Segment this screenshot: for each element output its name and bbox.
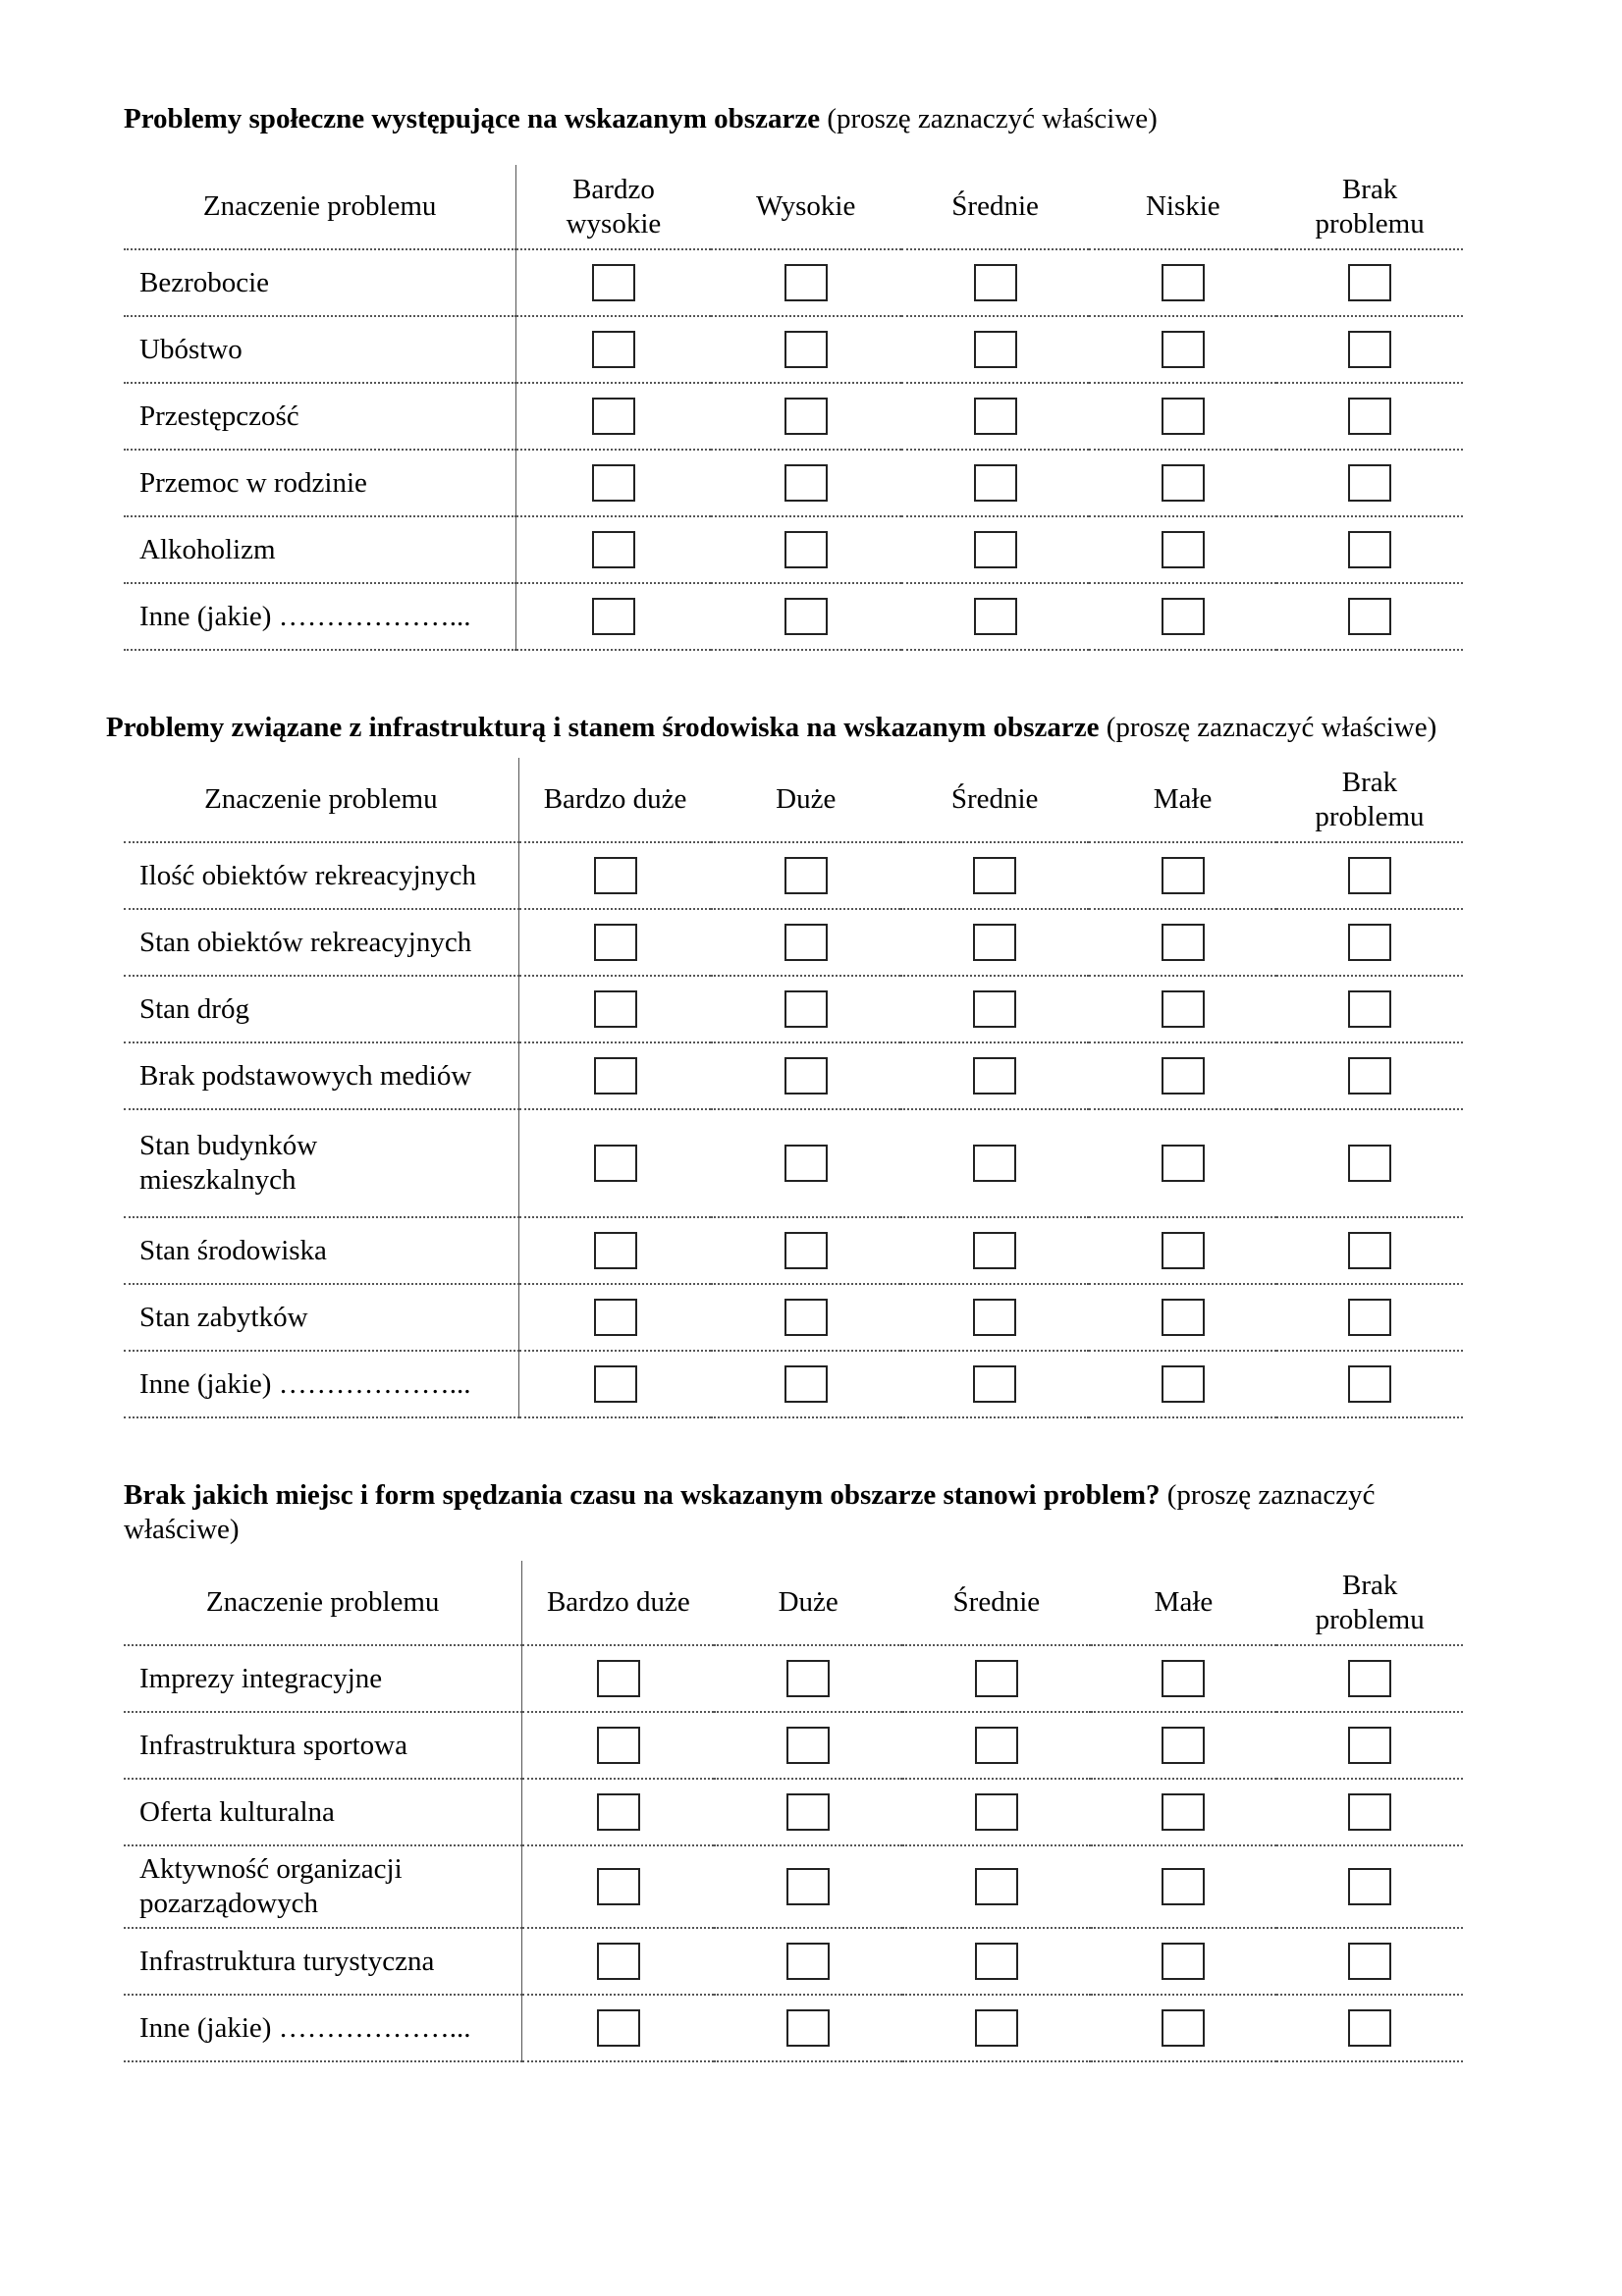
table-row [124,976,1463,1042]
header-label: Znaczenie problemu [124,165,516,249]
row-label: Brak podstawowych mediów [124,1042,518,1109]
checkbox[interactable] [1162,464,1205,502]
table-row [124,842,1463,909]
row-label: Inne (jakie) ………………... [124,1995,522,2061]
checkbox[interactable] [1348,1145,1391,1182]
checkbox[interactable] [597,1868,640,1905]
checkbox[interactable] [974,598,1017,635]
checkbox[interactable] [592,464,635,502]
checkbox[interactable] [1348,1793,1391,1831]
row-label: Inne (jakie) ………………... [124,583,516,650]
checkbox[interactable] [1348,331,1391,368]
rating-table [124,165,1463,651]
table-row [124,1845,1463,1928]
checkbox[interactable] [975,2009,1018,2047]
checkbox[interactable] [1162,857,1205,894]
table-row [124,1042,1463,1109]
checkbox[interactable] [974,264,1017,301]
header-col-1: Bardzo duże [522,1561,714,1645]
checkbox[interactable] [786,1868,830,1905]
checkbox[interactable] [1162,1145,1205,1182]
checkbox[interactable] [975,1727,1018,1764]
checkbox[interactable] [1348,531,1391,568]
checkbox[interactable] [975,1868,1018,1905]
checkbox[interactable] [1348,598,1391,635]
checkbox[interactable] [973,1057,1016,1095]
checkbox[interactable] [592,398,635,435]
row-label: Inne (jakie) ………………... [124,1351,518,1417]
checkbox[interactable] [594,1365,637,1403]
header-col-2: Wysokie [711,165,901,249]
checkbox[interactable] [594,990,637,1028]
checkbox[interactable] [784,531,828,568]
checkbox[interactable] [1348,398,1391,435]
checkbox[interactable] [1162,1660,1205,1697]
table-header-row [124,165,1463,249]
section-leisure-problems [124,1478,1463,2044]
checkbox[interactable] [1348,464,1391,502]
checkbox[interactable] [784,331,828,368]
checkbox[interactable] [973,990,1016,1028]
checkbox[interactable] [973,924,1016,961]
row-label: Przestępczość [124,383,516,450]
checkbox[interactable] [1162,1232,1205,1269]
table-row [124,1645,1463,1712]
table-header-row [124,1561,1463,1645]
table-row [124,516,1463,583]
checkbox[interactable] [784,464,828,502]
row-label: Imprezy integracyjne [124,1645,522,1712]
checkbox[interactable] [592,331,635,368]
checkbox[interactable] [1348,1868,1391,1905]
table-row [124,1928,1463,1995]
checkbox[interactable] [1162,1365,1205,1403]
header-label: Znaczenie problemu [124,1561,522,1645]
checkbox[interactable] [1348,1943,1391,1980]
checkbox[interactable] [1162,598,1205,635]
section-heading [124,1478,1463,1547]
checkbox[interactable] [973,1365,1016,1403]
checkbox[interactable] [1348,990,1391,1028]
checkbox[interactable] [784,990,828,1028]
checkbox[interactable] [1162,2009,1205,2047]
row-label: Przemoc w rodzinie [124,450,516,516]
checkbox[interactable] [594,1057,637,1095]
checkbox[interactable] [597,1727,640,1764]
row-label: Bezrobocie [124,249,516,316]
table-row [124,1217,1463,1284]
checkbox[interactable] [784,924,828,961]
header-col-3: Średnie [901,165,1090,249]
header-col-2: Duże [711,758,900,842]
checkbox[interactable] [1162,990,1205,1028]
table-row [124,316,1463,383]
checkbox[interactable] [594,924,637,961]
header-col-3: Średnie [900,758,1089,842]
checkbox[interactable] [1162,924,1205,961]
checkbox[interactable] [974,531,1017,568]
section-heading [124,102,1463,136]
checkbox[interactable] [973,1299,1016,1336]
checkbox[interactable] [1162,1057,1205,1095]
checkbox[interactable] [973,857,1016,894]
checkbox[interactable] [1348,2009,1391,2047]
checkbox[interactable] [1348,1057,1391,1095]
row-label: Stan dróg [124,976,518,1042]
checkbox[interactable] [1162,1868,1205,1905]
heading-bold: Problemy społeczne występujące na wskazanym obszarze [124,103,821,134]
checkbox[interactable] [975,1793,1018,1831]
checkbox[interactable] [784,1299,828,1336]
checkbox[interactable] [784,398,828,435]
checkbox[interactable] [594,1145,637,1182]
heading-bold: Brak jakich miejsc i form spędzania czasu na wskazanym obszarze stanowi problem? [124,1479,1161,1511]
checkbox[interactable] [1162,1793,1205,1831]
checkbox[interactable] [1162,1727,1205,1764]
section-heading [106,711,1471,745]
checkbox[interactable] [1162,398,1205,435]
row-label: Aktywność organizacji pozarządowych [124,1845,522,1928]
checkbox[interactable] [786,1793,830,1831]
rating-table [124,1561,1463,2062]
checkbox[interactable] [1162,331,1205,368]
header-col-5: Brak problemu [1276,1561,1463,1645]
checkbox[interactable] [597,2009,640,2047]
table-row [124,909,1463,976]
checkbox[interactable] [786,1660,830,1697]
checkbox[interactable] [1162,264,1205,301]
header-col-4: Niskie [1089,165,1276,249]
checkbox[interactable] [594,1232,637,1269]
table-row [124,1712,1463,1779]
header-col-2: Duże [714,1561,902,1645]
checkbox[interactable] [1162,1943,1205,1980]
checkbox[interactable] [784,857,828,894]
checkbox[interactable] [1348,264,1391,301]
checkbox[interactable] [784,264,828,301]
row-label: Alkoholizm [124,516,516,583]
row-label: Infrastruktura sportowa [124,1712,522,1779]
checkbox[interactable] [784,598,828,635]
row-label: Stan środowiska [124,1217,518,1284]
checkbox[interactable] [975,1660,1018,1697]
row-label: Ilość obiektów rekreacyjnych [124,842,518,909]
row-label: Stan obiektów rekreacyjnych [124,909,518,976]
header-col-1: Bardzo wysokie [516,165,711,249]
header-col-1: Bardzo duże [518,758,711,842]
section-social-problems [124,102,1463,632]
checkbox[interactable] [594,857,637,894]
heading-bold: Problemy związane z infrastrukturą i stanem środowiska na wskazanym obszarze [106,712,1100,743]
checkbox[interactable] [786,1943,830,1980]
table-row [124,383,1463,450]
table-row [124,1995,1463,2061]
checkbox[interactable] [592,531,635,568]
table-row [124,450,1463,516]
row-label: Oferta kulturalna [124,1779,522,1845]
checkbox[interactable] [974,464,1017,502]
header-col-3: Średnie [902,1561,1091,1645]
heading-note: (proszę zaznaczyć właściwe) [1106,712,1437,743]
checkbox[interactable] [1348,1660,1391,1697]
header-col-4: Małe [1089,758,1276,842]
table-row [124,1779,1463,1845]
checkbox[interactable] [974,398,1017,435]
row-label: Ubóstwo [124,316,516,383]
row-label: Stan zabytków [124,1284,518,1351]
header-col-4: Małe [1091,1561,1277,1645]
heading-note: (proszę zaznaczyć właściwe) [124,1479,1376,1545]
section-infrastructure-problems [106,711,1471,1400]
table-row [124,583,1463,650]
checkbox[interactable] [1348,1727,1391,1764]
checkbox[interactable] [1348,1365,1391,1403]
checkbox[interactable] [786,2009,830,2047]
checkbox[interactable] [1162,531,1205,568]
rating-table [124,758,1463,1418]
header-col-5: Brak problemu [1276,165,1463,249]
table-row [124,1351,1463,1417]
checkbox[interactable] [594,1299,637,1336]
checkbox[interactable] [973,1145,1016,1182]
checkbox[interactable] [597,1660,640,1697]
heading-note: (proszę zaznaczyć właściwe) [827,103,1158,134]
checkbox[interactable] [784,1232,828,1269]
checkbox[interactable] [597,1943,640,1980]
checkbox[interactable] [974,331,1017,368]
table-row [124,249,1463,316]
checkbox[interactable] [784,1057,828,1095]
checkbox[interactable] [1348,1299,1391,1336]
header-label: Znaczenie problemu [124,758,518,842]
checkbox[interactable] [975,1943,1018,1980]
checkbox[interactable] [597,1793,640,1831]
checkbox[interactable] [784,1145,828,1182]
table-row [124,1284,1463,1351]
header-col-5: Brak problemu [1276,758,1463,842]
table-header-row [124,758,1463,842]
checkbox[interactable] [1348,924,1391,961]
row-label: Stan budynków mieszkalnych [124,1109,518,1217]
checkbox[interactable] [1162,1299,1205,1336]
checkbox[interactable] [973,1232,1016,1269]
checkbox[interactable] [592,598,635,635]
checkbox[interactable] [784,1365,828,1403]
checkbox[interactable] [1348,1232,1391,1269]
table-row [124,1109,1463,1217]
row-label: Infrastruktura turystyczna [124,1928,522,1995]
checkbox[interactable] [786,1727,830,1764]
checkbox[interactable] [592,264,635,301]
checkbox[interactable] [1348,857,1391,894]
